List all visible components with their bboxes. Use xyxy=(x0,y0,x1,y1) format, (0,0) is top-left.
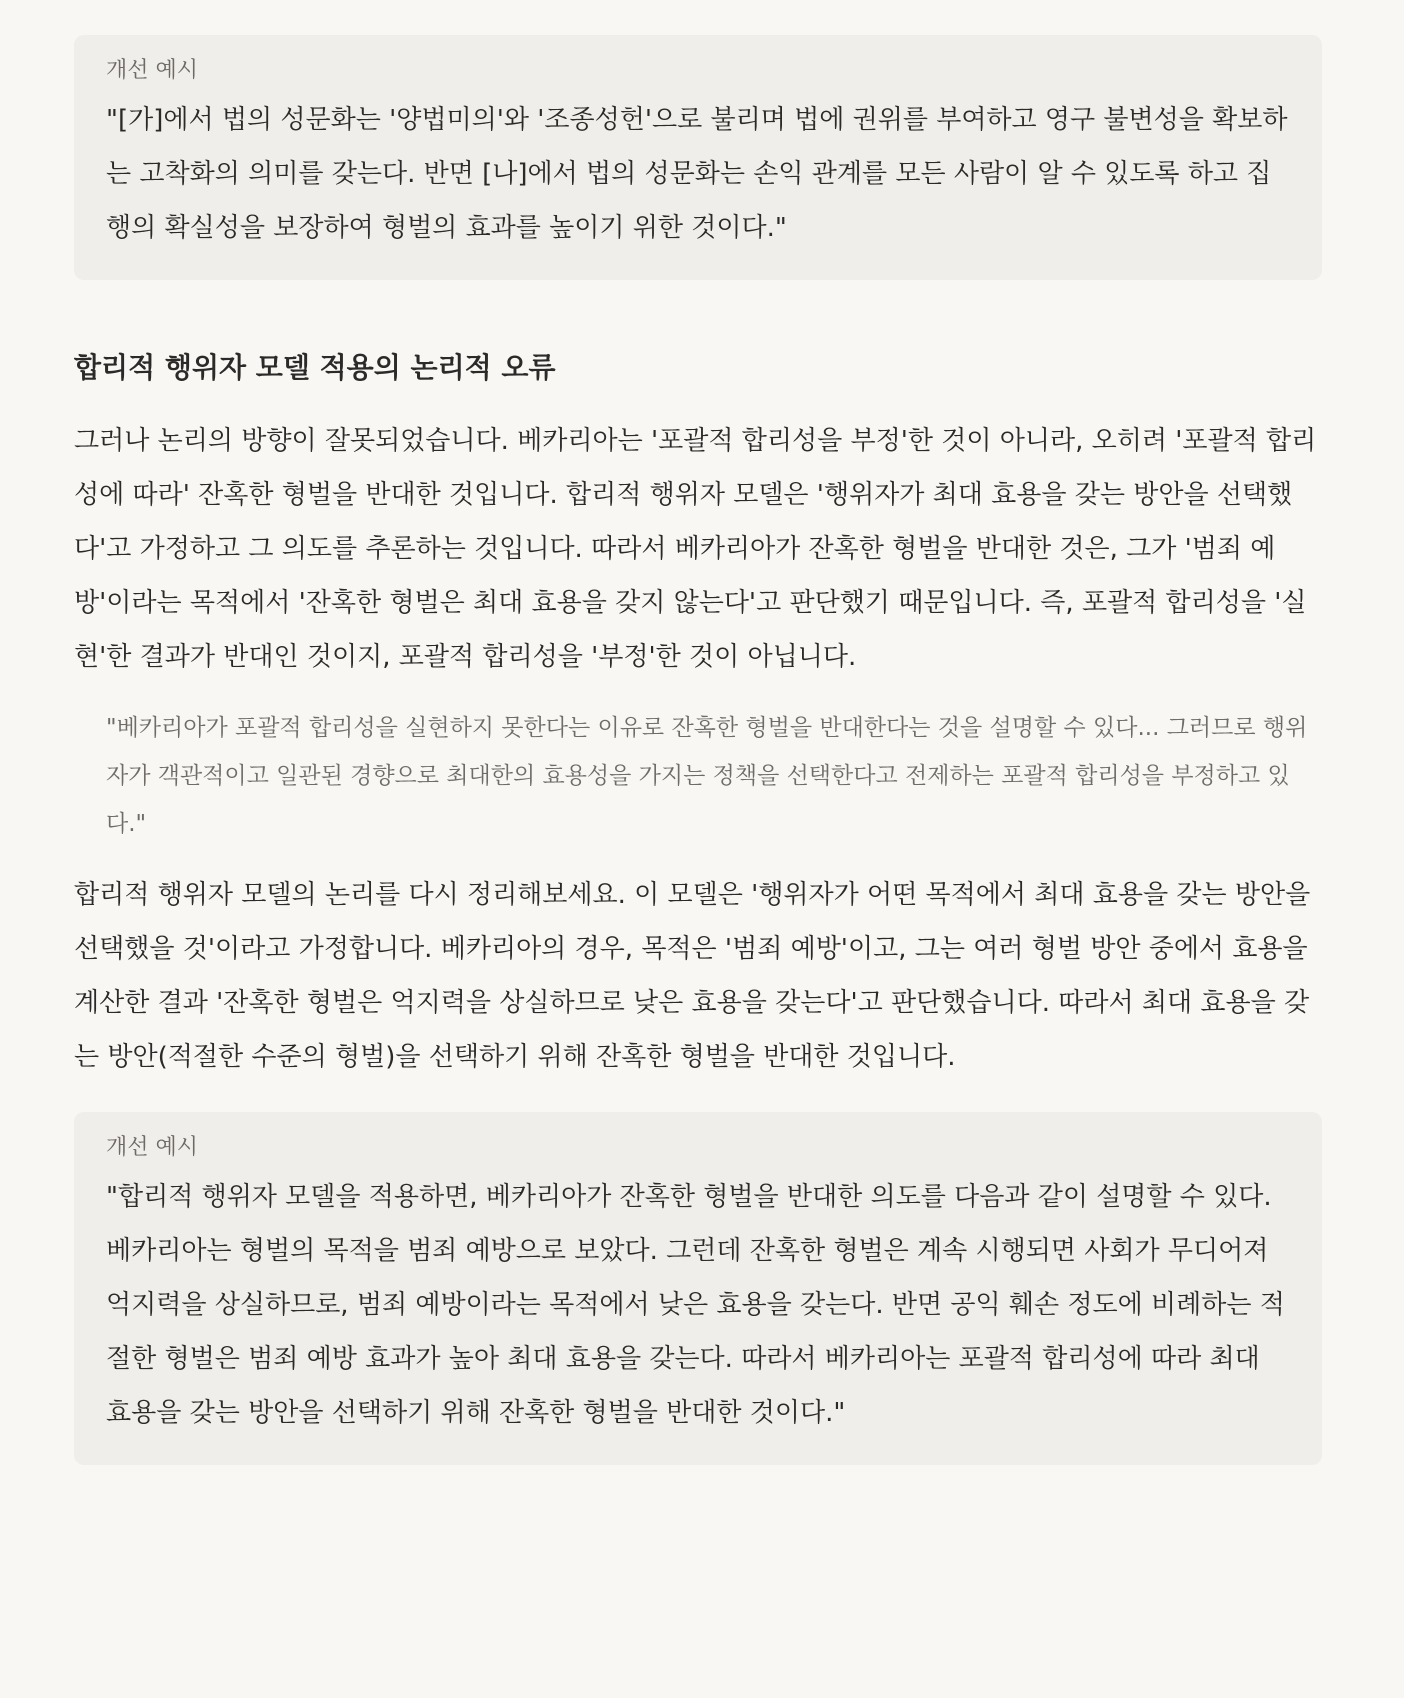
example-text: "[가]에서 법의 성문화는 '양법미의'와 '조종성헌'으로 불리며 법에 권위를 부여하고 영구 불변성을 확보하는 고착화의 의미를 갖는다. 반면 [나]에서 법의 성문화는 손익 관계를 모든 사람이 알 수 있도록 하고 집행의 확실성을 보장하여 형벌의 효과를 높이기 위한 것이다." xyxy=(106,105,1288,243)
body-paragraph: 합리적 행위자 모델의 논리를 다시 정리해보세요. 이 모델은 '행위자가 어떤 목적에서 최대 효용을 갖는 방안을 선택했을 것'이라고 가정합니다. 베카리아의 경우, 목적은 '범죄 예방'이고, 그는 여러 형벌 방안 중에서 효용을 계산한 결과 '잔혹한 형벌은 억지력을 상실하므로 낮은 효용을 갖는다'고 판단했습니다. 따라서 최대 효용을 갖는 방안(적절한 수준의 형벌)을 선택하기 위해 잔혹한 형벌을 반대한 것입니다. xyxy=(74,880,1311,1072)
section-heading: 합리적 행위자 모델 적용의 논리적 오류 xyxy=(74,351,556,384)
body-paragraph: 그러나 논리의 방향이 잘못되었습니다. 베카리아는 '포괄적 합리성을 부정'한 것이 아니라, 오히려 '포괄적 합리성에 따라' 잔혹한 형벌을 반대한 것입니다. 합리적 행위자 모델은 '행위자가 최대 효용을 갖는 방안을 선택했다'고 가정하고 그 의도를 추론하는 것입니다. 따라서 베카리아가 잔혹한 형벌을 반대한 것은, 그가 '범죄 예방'이라는 목적에서 '잔혹한 형벌은 최대 효용을 갖지 않는다'고 판단했기 때문입니다. 즉, 포괄적 합리성을 '실현'한 결과가 반대인 것이지, 포괄적 합리성을 '부정'한 것이 아닙니다. xyxy=(74,426,1317,672)
example-label: 개선 예시 xyxy=(106,58,199,83)
example-label: 개선 예시 xyxy=(106,1135,199,1160)
student-quote: "베카리아가 포괄적 합리성을 실현하지 못한다는 이유로 잔혹한 형벌을 반대한다는 것을 설명할 수 있다... 그러므로 행위자가 객관적이고 일관된 경향으로 최대한의 효용성을 가지는 정책을 선택한다고 전제하는 포괄적 합리성을 부정하고 있다." xyxy=(106,715,1308,837)
example-text: "합리적 행위자 모델을 적용하면, 베카리아가 잔혹한 형벌을 반대한 의도를 다음과 같이 설명할 수 있다. 베카리아는 형벌의 목적을 범죄 예방으로 보았다. 그런데 잔혹한 형벌은 계속 시행되면 사회가 무디어져 억지력을 상실하므로, 범죄 예방이라는 목적에서 낮은 효용을 갖는다. 반면 공익 훼손 정도에 비례하는 적절한 형벌은 범죄 예방 효과가 높아 최대 효용을 갖는다. 따라서 베카리아는 포괄적 합리성에 따라 최대 효용을 갖는 방안을 선택하기 위해 잔혹한 형벌을 반대한 것이다." xyxy=(106,1182,1285,1428)
improvement-example-box xyxy=(74,1112,1322,1465)
document-content xyxy=(74,0,1322,1465)
improvement-example-box xyxy=(74,35,1322,280)
